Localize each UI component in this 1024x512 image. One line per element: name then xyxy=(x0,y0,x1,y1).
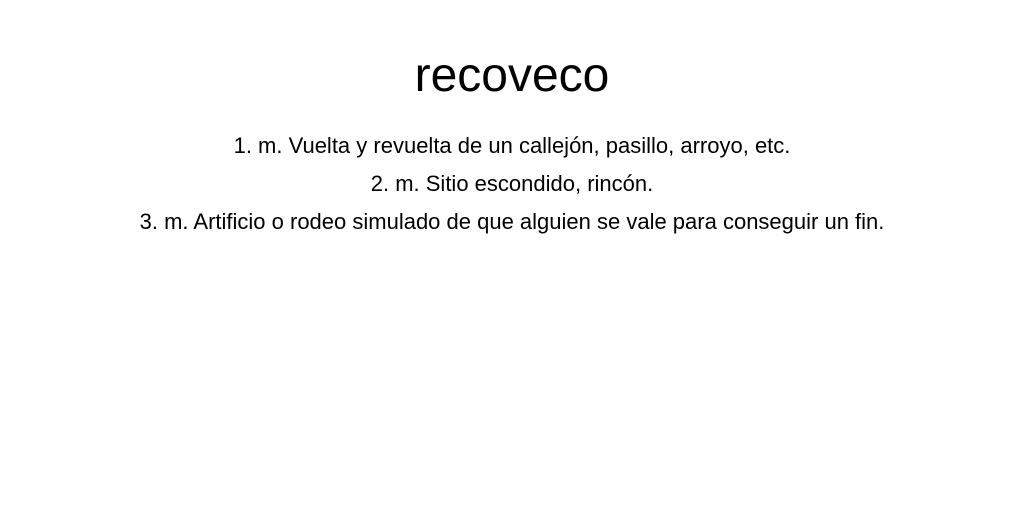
headword: recoveco xyxy=(414,49,610,102)
definition-item: 3. m. Artificio o rodeo simulado de que alguien se vale para conseguir un fin. xyxy=(139,209,885,234)
definition-item: 2. m. Sitio escondido, rincón. xyxy=(370,171,654,196)
definition-item: 1. m. Vuelta y revuelta de un callejón, pasillo, arroyo, etc. xyxy=(233,133,791,158)
definition-list xyxy=(0,127,1024,241)
